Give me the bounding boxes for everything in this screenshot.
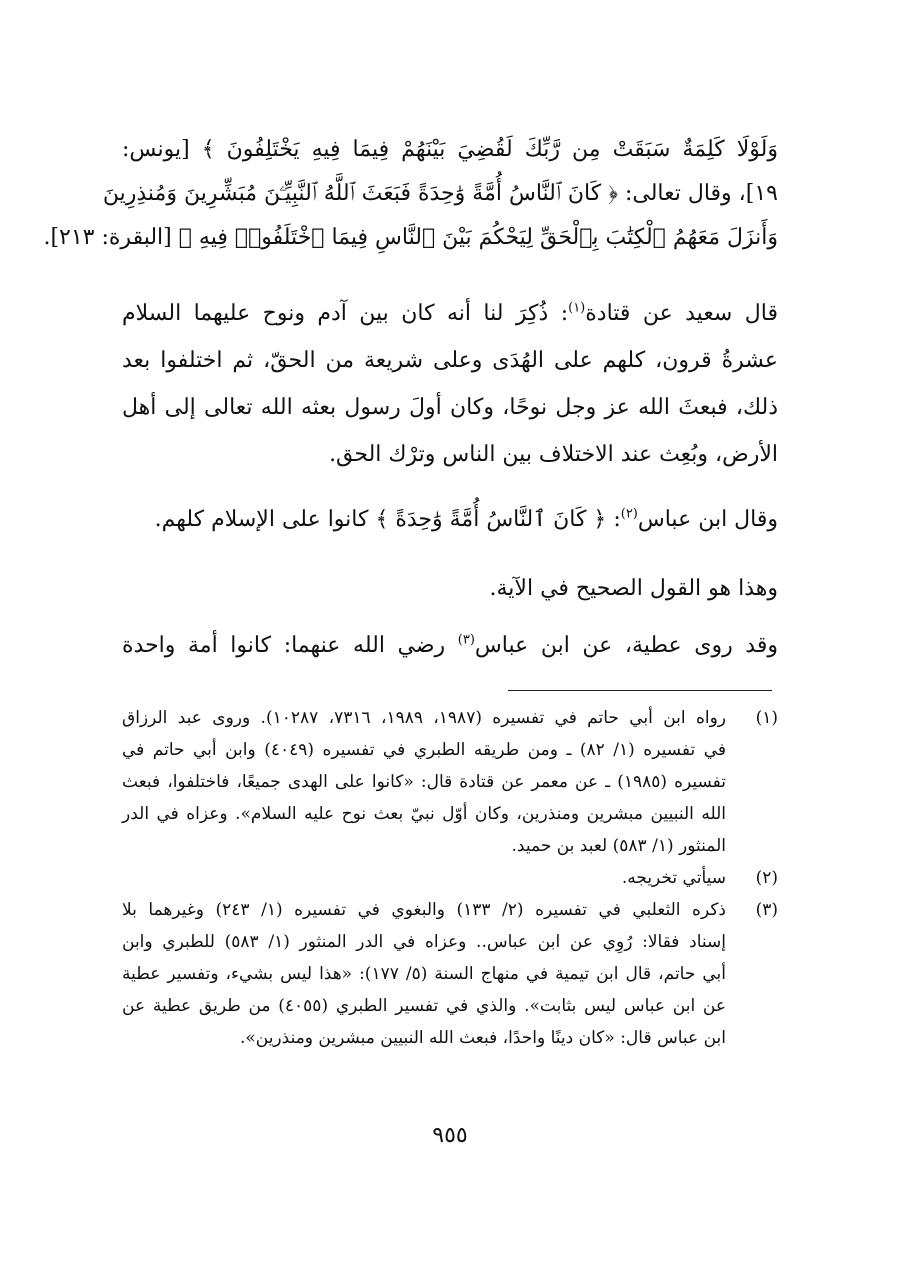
paragraph-line [122, 290, 778, 337]
footnote-number: (٢) [755, 868, 778, 888]
footnote-ref-3[interactable]: (٣) [457, 632, 475, 648]
footnote-number: (٣) [755, 900, 778, 920]
footnote-line: تفسيره (١٩٨٥) ـ عن معمر عن قتادة قال: «كانوا على الهدى جميعًا، فاختلفوا، فبعث [122, 772, 726, 792]
quran-line-1: وَلَوْلَا كَلِمَةٌ سَبَقَتْ مِن رَّبِّكَ لَقُضِيَ بَيْنَهُمْ فِيمَا فِيهِ يَخْتَلِفُونَ ﴾ [يونس: [122, 137, 778, 162]
quran-verse-block [43, 128, 778, 260]
paragraph-line: الأرض، وبُعِث عند الاختلاف بين الناس وترْك الحق. [329, 442, 778, 467]
footnote-line: عن ابن عباس ليس بثابت». والذي في تفسير الطبري (٤٠٥٥) من طريق عطية عن [122, 996, 727, 1016]
footnote-line: إسناد فقالا: رُوِي عن ابن عباس.. وعزاه في الدر المنثور (١/ ٥٨٣) للطبري وابن [122, 932, 726, 952]
footnote-line: سيأتي تخريجه. [621, 868, 726, 888]
paragraph-text: وقد روى عطية، عن ابن عباس [474, 633, 778, 658]
footnote-ref-1[interactable]: (١) [568, 300, 586, 316]
footnote-line: المنثور (١/ ٥٨٣) لعبد بن حميد. [511, 836, 726, 856]
footnotes [122, 702, 778, 1054]
footnote-number: (١) [755, 708, 778, 728]
footnote-separator [508, 690, 772, 691]
paragraph-text: : ذُكِرَ لنا أنه كان بين آدم ونوح عليهما السلام [122, 301, 569, 326]
footnote-2 [122, 862, 778, 894]
paragraph-line: ذلك، فبعثَ الله عز وجل نوحًا، وكان أولَ رسول بعثه الله تعالى إلى أهل [122, 395, 778, 420]
paragraph-qatada [122, 290, 778, 478]
footnote-line: ذكره الثعلبي في تفسيره (٢/ ١٣٣) والبغوي في تفسيره (١/ ٢٤٣) وغيرهما بلا [122, 900, 726, 920]
paragraph-atiyya [122, 622, 778, 669]
paragraph-text: وقال ابن عباس [637, 507, 778, 532]
footnote-line: رواه ابن أبي حاتم في تفسيره (١٩٨٧، ١٩٨٩، ٧٣١٦، ١٠٢٨٧). وروى عبد الرزاق [122, 708, 726, 728]
paragraph-correct-view [122, 565, 778, 612]
paragraph-ibn-abbas [122, 496, 778, 543]
footnote-3 [122, 894, 778, 1054]
paragraph-text: قال سعيد عن قتادة [585, 301, 778, 326]
quran-line-2: ١٩]، وقال تعالى: ﴿ كَانَ ٱلنَّاسُ أُمَّةً وَٰحِدَةً فَبَعَثَ ٱللَّهُ ٱلنَّبِيِّـۧنَ مُبَشِّرِينَ وَمُنذِرِينَ [102, 181, 778, 206]
page-number: ٩٥٥ [432, 1123, 468, 1148]
paragraph-line [122, 496, 778, 543]
footnote-ref-2[interactable]: (٢) [620, 506, 638, 522]
footnote-line: الله النبيين مبشرين ومنذرين، وكان أوّل نبيّ بعث نوح عليه السلام». وعزاه في الدر [122, 804, 726, 824]
paragraph-line [122, 622, 778, 669]
footnote-line: أبي حاتم، قال ابن تيمية في منهاج السنة (٥/ ١٧٧): «هذا ليس بشيء، وتفسير عطية [122, 964, 726, 984]
paragraph-line: وهذا هو القول الصحيح في الآية. [489, 576, 778, 601]
paragraph-text: رضي الله عنهما: كانوا أمة واحدة [122, 633, 458, 658]
footnote-line: في تفسيره (١/ ٨٢) ـ ومن طريقه الطبري في تفسيره (٤٠٤٩) وابن أبي حاتم في [122, 740, 726, 760]
footnote-line: ابن عباس قال: «كان دينًا واحدًا، فبعث الله النبيين مبشرين ومنذرين». [239, 1028, 726, 1048]
footnote-1 [122, 702, 778, 862]
paragraph-text: : ﴿ كَانَ ٱلنَّاسُ أُمَّةً وَٰحِدَةً ﴾ كانوا على الإسلام كلهم. [154, 507, 621, 532]
quran-line-3: وَأَنزَلَ مَعَهُمُ ٱلْكِتَٰبَ بِٱلْحَقِّ لِيَحْكُمَ بَيْنَ ٱلنَّاسِ فِيمَا ٱخْتَلَفُوا۟ فِيهِ ﴾ [البقرة: ٢١٣]. [43, 225, 778, 250]
paragraph-line: عشرةُ قرون، كلهم على الهُدَى وعلى شريعة من الحقّ، ثم اختلفوا بعد [122, 348, 778, 373]
